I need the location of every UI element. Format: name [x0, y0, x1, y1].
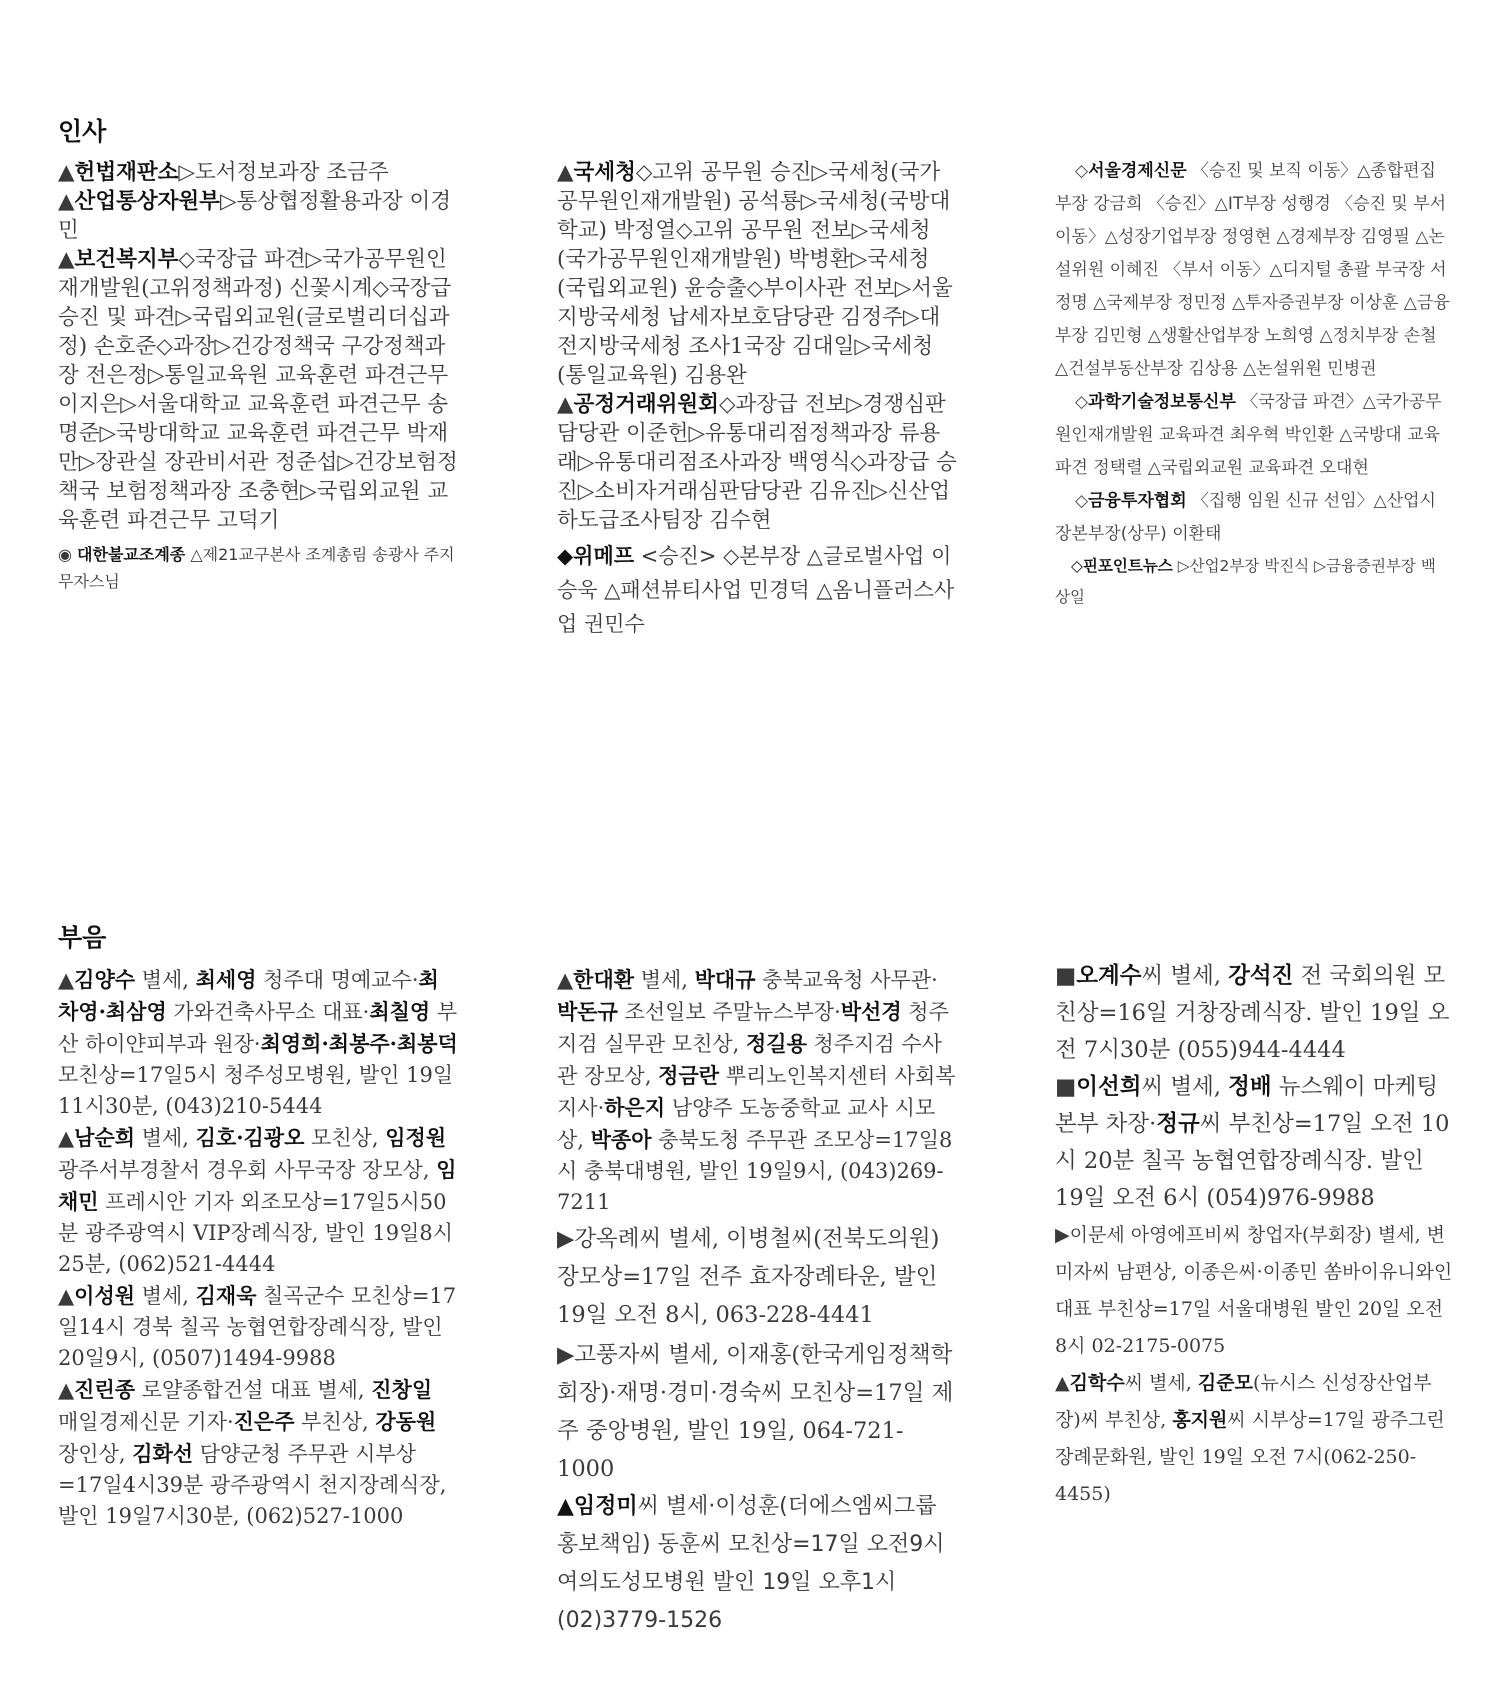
personnel-entry: ◇서울경제신문 〈승진 및 보직 이동〉△종합편집부장 강금희 〈승진〉△IT부장 성행경 〈승진 및 부서 이동〉△성장기업부장 정영현 △경제부장 김영필 △논설위원 이혜진 〈부서 이동〉△디지털 총괄 부국장 서정명 △국제부장 정민정 △투자증권부장 이상훈 △금융부장 김민형 △생활산업부장 노희영 △정치부장 손철 △건설부동산부장 김상용 △논설위원 민병권	[1055, 161, 1450, 379]
personnel-entry: ◇과학기술정보통신부 〈국장급 파견〉△국가공무원인재개발원 교육파견 최우혁 박인환 △국방대 교육파견 정택렬 △국립외교원 교육파견 오대현	[1055, 392, 1442, 478]
personnel-entry: ▲헌법재판소▷도서정보과장 조금주	[58, 160, 389, 185]
personnel-section-title: 인사	[58, 117, 107, 146]
obituary-column-1	[58, 964, 458, 1532]
obituary-entry: ▶고풍자씨 별세, 이재홍(한국게임정책학회장)·재명·경미·경숙씨 모친상=17일 제주 중앙병원, 발인 19일, 064-721-1000	[557, 1342, 954, 1482]
personnel-entry: ◇핀포인트뉴스 ▷산업2부장 박진식 ▷금융증권부장 백상일	[1055, 557, 1436, 606]
obituary-column-2	[557, 964, 957, 1640]
personnel-entry: ▲공정거래위원회◇과장급 전보▷경쟁심판담당관 이준헌▷유통대리점정책과장 류용래▷유통대리점조사과장 백영식◇과장급 승진▷소비자거래심판담당관 김유진▷신산업하도급조사팀장 김수현	[557, 392, 957, 533]
obituary-entry: ▲김학수씨 별세, 김준모(뉴시스 신성장산업부장)씨 부친상, 홍지원씨 시부상=17일 광주그린장례문화원, 발인 19일 오전 7시(062-250-4455)	[1055, 1372, 1445, 1505]
obituary-entry: ▶강옥례씨 별세, 이병철씨(전북도의원) 장모상=17일 전주 효자장례타운, 발인 19일 오전 8시, 063-228-4441	[557, 1226, 940, 1328]
personnel-entry: ◆위메프 <승진> ◇본부장 △글로벌사업 이승욱 △패션뷰티사업 민경덕 △옴니플러스사업 권민수	[557, 544, 955, 636]
obituary-entry: ▲남순희 별세, 김호·김광오 모친상, 임정원 광주서부경찰서 경우회 사무국장 장모상, 임채민 프레시안 기자 외조모상=17일5시50분 광주광역시 VIP장례식장, 발인 19일8시25분, (062)521-4444	[58, 1125, 457, 1276]
personnel-column-1	[58, 158, 458, 595]
obituary-entry: ▲임정미씨 별세·이성훈(더에스엠씨그룹 홍보책임) 동훈씨 모친상=17일 오전9시 여의도성모병원 발인 19일 오후1시 (02)3779-1526	[557, 1494, 945, 1633]
obituary-entry: ▲한대환 별세, 박대규 충북교육청 사무관·박돈규 조선일보 주말뉴스부장·박선경 청주지검 실무관 모친상, 정길용 청주지검 수사관 장모상, 정금란 뿌리노인복지센터 사회복지사·하은지 남양주 도농중학교 교사 시모상, 박종아 충북도청 주무관 조모상=17일8시 충북대병원, 발인 19일9시, (043)269-7211	[557, 967, 956, 1214]
personnel-column-2	[557, 158, 957, 641]
personnel-entry: ◉ 대한불교조계종 △제21교구본사 조계총림 송광사 주지 무자스님	[58, 545, 455, 591]
obituary-entry: ▲김양수 별세, 최세영 청주대 명예교수·최차영·최삼영 가와건축사무소 대표·최칠영 부산 하이얀피부과 원장·최영희·최봉주·최봉덕 모친상=17일5시 청주성모병원, 발인 19일 11시30분, (043)210-5444	[58, 967, 458, 1118]
obituary-entry: ■이선희씨 별세, 정배 뉴스웨이 마케팅본부 차장·정규씨 부친상=17일 오전 10시 20분 칠곡 농협연합장례식장. 발인 19일 오전 6시 (054)976-9988	[1055, 1074, 1450, 1211]
obituary-section-title: 부음	[58, 923, 107, 952]
obituary-entry: ▲이성원 별세, 김재욱 칠곡군수 모친상=17일14시 경북 칠곡 농협연합장례식장, 발인 20일9시, (0507)1494-9988	[58, 1283, 457, 1370]
obituary-column-3	[1055, 958, 1455, 1513]
personnel-entry: ▲국세청◇고위 공무원 승진▷국세청(국가공무원인재개발원) 공석룡▷국세청(국방대학교) 박정열◇고위 공무원 전보▷국세청(국가공무원인재개발원) 박병환▷국세청(국립외교원) 윤승출◇부이사관 전보▷서울지방국세청 납세자보호담당관 김정주▷대전지방국세청 조사1국장 김대일▷국세청(통일교육원) 김용완	[557, 160, 953, 388]
obituary-entry: ▶이문세 아영에프비씨 창업자(부회장) 별세, 변미자씨 남편상, 이종은씨·이종민 쏨바이유니와인 대표 부친상=17일 서울대병원 발인 20일 오전 8시 02-2175-0075	[1055, 1224, 1453, 1357]
personnel-entry: ▲산업통상자원부▷통상협정활용과장 이경민	[58, 189, 451, 243]
obituary-entry: ▲진린종 로얄종합건설 대표 별세, 진창일 매일경제신문 기자·진은주 부친상, 강동원 장인상, 김화선 담양군청 주무관 시부상=17일4시39분 광주광역시 천지장례식장, 발인 19일7시30분, (062)527-1000	[58, 1377, 447, 1528]
obituary-entry: ■오계수씨 별세, 강석진 전 국회의원 모친상=16일 거창장례식장. 발인 19일 오전 7시30분 (055)944-4444	[1055, 963, 1450, 1063]
personnel-entry: ▲보건복지부◇국장급 파견▷국가공무원인재개발원(고위정책과정) 신꽃시계◇국장급 승진 및 파견▷국립외교원(글로벌리더십과정) 손호준◇과장▷건강정책국 구강정책과장 전은정▷통일교육원 교육훈련 파견근무 이지은▷서울대학교 교육훈련 파견근무 송명준▷국방대학교 교육훈련 파견근무 박재만▷장관실 장관비서관 정준섭▷건강보험정책국 보험정책과장 조충현▷국립외교원 교육훈련 파견근무 고덕기	[58, 247, 458, 533]
personnel-entry: ◇금융투자협회 〈집행 임원 신규 선임〉△산업시장본부장(상무) 이환태	[1055, 491, 1436, 544]
personnel-column-3	[1055, 155, 1450, 613]
